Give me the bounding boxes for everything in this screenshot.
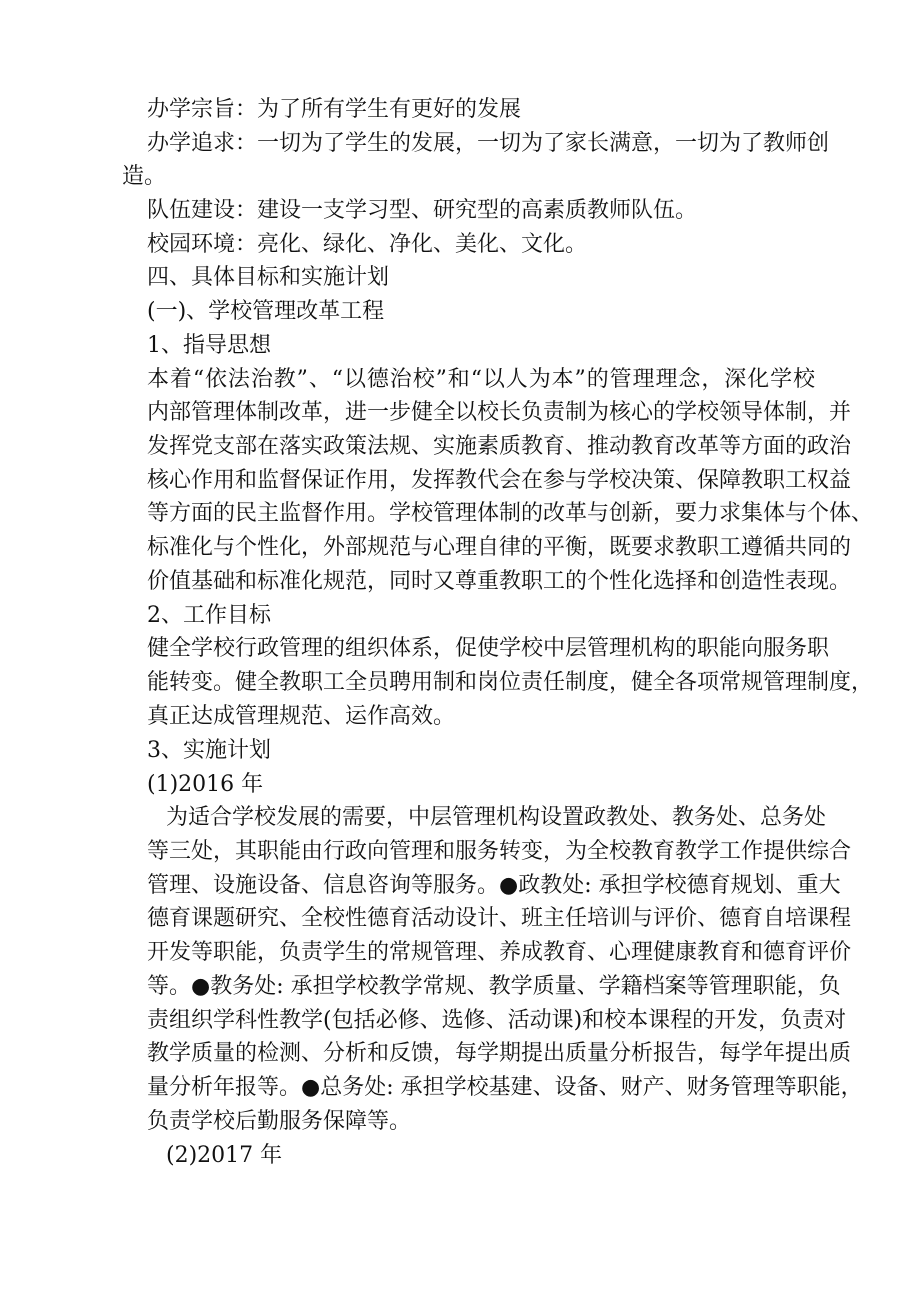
- text-line: 核心作用和监督保证作用，发挥教代会在参与学校决策、保障教职工权益: [147, 468, 852, 493]
- text-line: 等三处，其职能由行政向管理和服务转变，为全校教育教学工作提供综合: [147, 839, 852, 864]
- text-line: 健全学校行政管理的组织体系，促使学校中层管理机构的职能向服务职: [147, 636, 830, 661]
- text-line: 负责学校后勤服务保障等。: [147, 1109, 412, 1134]
- text-line: 队伍建设：建设一支学习型、研究型的高素质教师队伍。: [147, 198, 698, 223]
- text-line: 等。●教务处: 承担学校教学常规、教学质量、学籍档案等管理职能，负: [147, 974, 841, 999]
- text-line: 责组织学科性教学(包括必修、选修、活动课)和校本课程的开发，负责对: [147, 1008, 847, 1033]
- text-line: 开发等职能，负责学生的常规管理、养成教育、心理健康教育和德育评价: [147, 940, 852, 965]
- text-line: 真正达成管理规范、运作高效。: [147, 704, 456, 729]
- text-line: 内部管理体制改革，进一步健全以校长负责制为核心的学校领导体制，并: [147, 400, 852, 425]
- text-line: 为适合学校发展的需要，中层管理机构设置政教处、教务处、总务处: [166, 805, 827, 830]
- text-line: 校园环境：亮化、绿化、净化、美化、文化。: [147, 232, 588, 257]
- text-line: 价值基础和标准化规范，同时又尊重教职工的个性化选择和创造性表现。: [147, 569, 852, 594]
- text-line: 发挥党支部在落实政策法规、实施素质教育、推动教育改革等方面的政治: [147, 434, 852, 459]
- text-line: 能转变。健全教职工全员聘用制和岗位责任制度，健全各项常规管理制度，: [147, 670, 874, 695]
- text-line: 德育课题研究、全校性德育活动设计、班主任培训与评价、德育自培课程: [147, 906, 852, 931]
- section-heading: 3、实施计划: [147, 738, 271, 763]
- section-heading: 1、指导思想: [147, 333, 271, 358]
- text-line: 办学追求：一切为了学生的发展，一切为了家长满意，一切为了教师创: [147, 131, 830, 156]
- section-heading: (2)2017 年: [166, 1143, 283, 1168]
- text-line: 等方面的民主监督作用。学校管理体制的改革与创新，要力求集体与个体、: [147, 501, 874, 526]
- text-line: 管理、设施设备、信息咨询等服务。●政教处: 承担学校德育规划、重大: [147, 873, 841, 898]
- text-line: 教学质量的检测、分析和反馈，每学期提出质量分析报告，每学年提出质: [147, 1041, 852, 1066]
- section-heading: (1)2016 年: [147, 772, 264, 797]
- section-heading: 四、具体目标和实施计划: [147, 265, 390, 290]
- text-line: 办学宗旨：为了所有学生有更好的发展: [147, 97, 522, 122]
- text-line: 量分析年报等。●总务处: 承担学校基建、设备、财产、财务管理等职能，: [147, 1075, 863, 1100]
- section-heading: 2、工作目标: [147, 603, 271, 628]
- text-line: 本着“依法治教”、“以德治校”和“以人为本”的管理理念，深化学校: [147, 367, 816, 392]
- text-line: 标准化与个性化，外部规范与心理自律的平衡，既要求教职工遵循共同的: [147, 535, 852, 560]
- text-line: 造。: [122, 164, 167, 189]
- section-heading: (一)、学校管理改革工程: [147, 299, 385, 324]
